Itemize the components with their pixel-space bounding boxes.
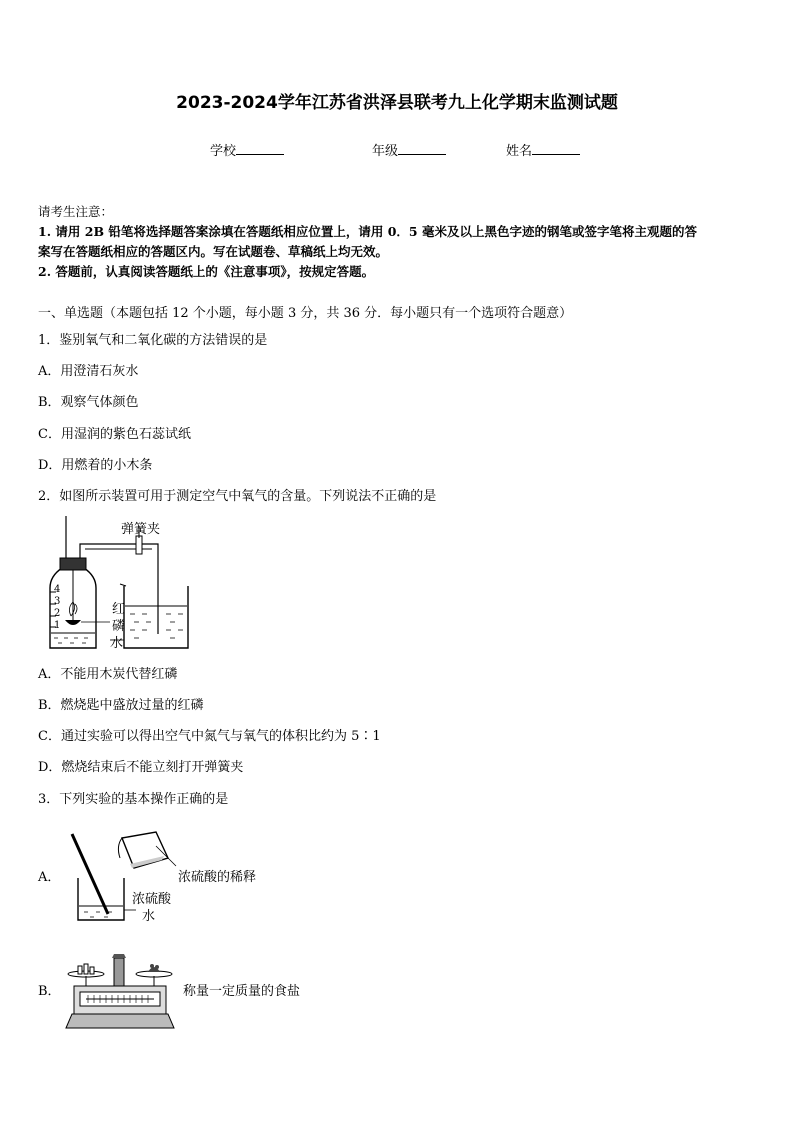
q2-option-d[interactable]: D．燃烧结束后不能立刻打开弹簧夹 bbox=[38, 760, 244, 775]
note-item-1-line-2: 案写在答题纸相应的答题区内。写在试题卷、草稿纸上均无效。 bbox=[38, 244, 389, 259]
school-field bbox=[210, 140, 284, 159]
school-blank[interactable] bbox=[236, 142, 284, 155]
mark-2: 2 bbox=[54, 608, 61, 619]
notes-heading: 请考生注意： bbox=[38, 204, 114, 219]
mark-3: 3 bbox=[54, 596, 61, 607]
q3-option-b-caption: 称量一定质量的食盐 bbox=[183, 984, 301, 999]
water-label-q3: 水 bbox=[142, 909, 156, 924]
phosphorus-label-1: 红 bbox=[112, 602, 126, 617]
q1-option-d[interactable]: D．用燃着的小木条 bbox=[38, 458, 153, 473]
dilution-drawing bbox=[64, 828, 184, 924]
balance-drawing bbox=[64, 954, 176, 1030]
name-label: 姓名 bbox=[506, 144, 533, 159]
note-item-1-line-1: 1. 请用 2B 铅笔将选择题答案涂填在答题纸相应位置上，请用 0．5 毫米及以上黑色字迹的钢笔或签字笔将主观题的答 bbox=[38, 224, 697, 239]
q1-option-c[interactable]: C．用湿润的紫色石蕊试纸 bbox=[38, 427, 191, 442]
q2-option-b[interactable]: B．燃烧匙中盛放过量的红磷 bbox=[38, 698, 204, 713]
school-label: 学校 bbox=[210, 144, 237, 159]
name-blank[interactable] bbox=[532, 142, 580, 155]
q3-option-b-label[interactable]: B． bbox=[38, 984, 61, 999]
q2-option-c[interactable]: C．通过实验可以得出空气中氮气与氧气的体积比约为 5∶1 bbox=[38, 729, 381, 744]
note-item-2: 2. 答题前，认真阅读答题纸上的《注意事项》，按规定答题。 bbox=[38, 264, 375, 279]
water-label: 水 bbox=[110, 636, 124, 651]
q3-option-a-label[interactable]: A． bbox=[38, 870, 61, 885]
clip-label: 弹簧夹 bbox=[121, 522, 161, 537]
q2-option-a[interactable]: A．不能用木炭代替红磷 bbox=[38, 667, 178, 682]
q3-option-a-caption: 浓硫酸的稀释 bbox=[178, 870, 257, 885]
name-field bbox=[506, 140, 580, 159]
q2-apparatus-figure bbox=[40, 516, 200, 652]
acid-label: 浓硫酸 bbox=[132, 892, 172, 907]
q2-stem: 2．如图所示装置可用于测定空气中氧气的含量。下列说法不正确的是 bbox=[38, 489, 437, 504]
q3-balance-figure bbox=[64, 954, 176, 1030]
section-heading: 一、单选题（本题包括 12 个小题，每小题 3 分，共 36 分．每小题只有一个选项符合题意） bbox=[38, 306, 573, 321]
phosphorus-label-2: 磷 bbox=[112, 619, 126, 634]
page-title: 2023-2024学年江苏省洪泽县联考九上化学期末监测试题 bbox=[176, 93, 618, 113]
mark-1: 1 bbox=[54, 620, 61, 631]
exam-notes bbox=[38, 202, 760, 282]
grade-field bbox=[372, 140, 446, 159]
mark-4: 4 bbox=[54, 584, 61, 595]
grade-blank[interactable] bbox=[398, 142, 446, 155]
q1-stem: 1．鉴别氧气和二氧化碳的方法错误的是 bbox=[38, 333, 268, 348]
q3-stem: 3．下列实验的基本操作正确的是 bbox=[38, 792, 229, 807]
q3-dilution-figure bbox=[64, 828, 184, 924]
q1-option-a[interactable]: A．用澄清石灰水 bbox=[38, 364, 139, 379]
q1-option-b[interactable]: B．观察气体颜色 bbox=[38, 395, 139, 410]
grade-label: 年级 bbox=[372, 144, 399, 159]
